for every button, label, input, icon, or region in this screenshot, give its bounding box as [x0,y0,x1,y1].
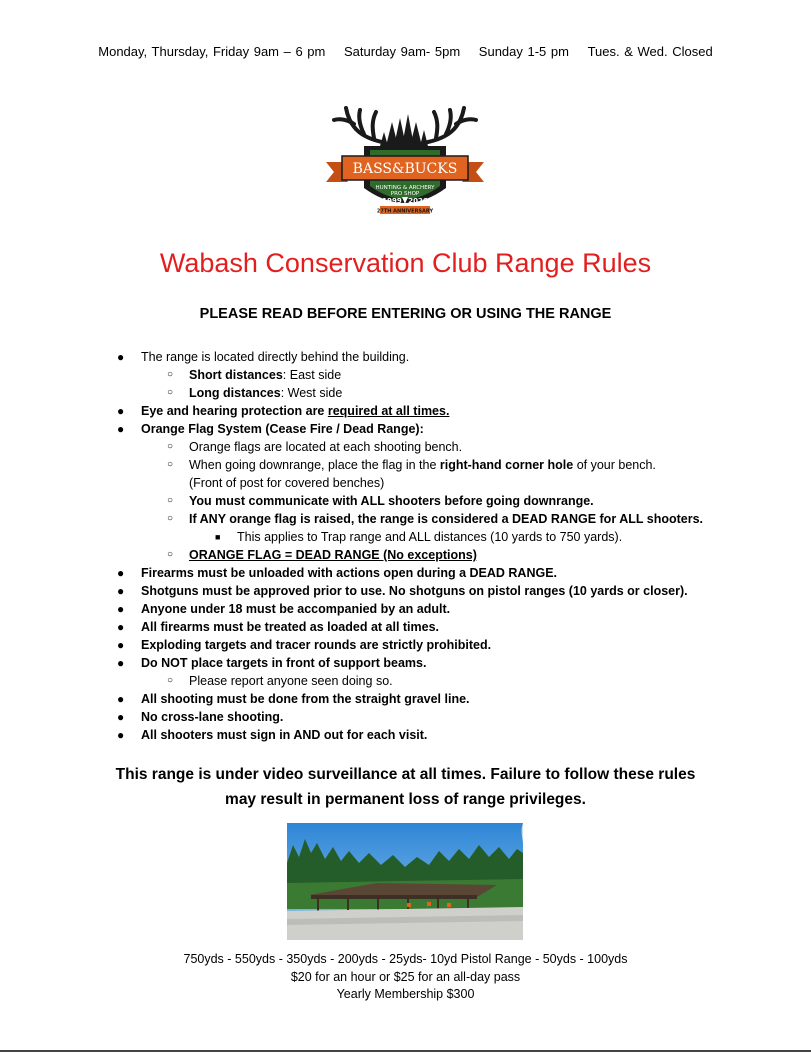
range-photo [287,823,523,940]
hours-line [0,44,811,59]
rule-location: ● The range is located directly behind the building. [117,350,410,364]
footer-distances: 750yds - 550yds - 350yds - 200yds - 25yds- 10yd Pistol Range - 50yds - 100yds [183,952,628,966]
logo-name: BASS&BUCKS [352,161,458,177]
rule-dead-range-scope: ■ This applies to Trap range and ALL distances (10 yards to 750 yards). [215,530,623,544]
rule-shotguns: ● Shotguns must be approved prior to use. No shotguns on pistol ranges (10 yards or closer). [117,584,688,598]
rule-orange-flag-equals-dead-range: ○ ORANGE FLAG = DEAD RANGE (No exceptions) [167,548,477,562]
hours-closed: Tues. & Wed. Closed [587,44,713,59]
page-subtitle: PLEASE READ BEFORE ENTERING OR USING THE RANGE [199,306,612,322]
rule-report: ○ Please report anyone seen doing so. [167,674,393,688]
rule-exploding-targets: ● Exploding targets and tracer rounds are strictly prohibited. [117,638,492,652]
rule-sign-in: ● All shooters must sign in AND out for each visit. [117,728,428,742]
hours-saturday: Saturday 9am- 5pm [344,44,461,59]
rule-support-beams: ● Do NOT place targets in front of support beams. [117,656,427,670]
bottom-divider [0,1050,811,1052]
rule-flag-placement-note: (Front of post for covered benches) [189,476,385,490]
logo-tagline1: HUNTING & ARCHERY [375,185,435,191]
rule-communicate: ○ You must communicate with ALL shooters before going downrange. [167,494,594,508]
rule-short-distances: ○ Short distances: East side [167,368,342,382]
rule-long-distances: ○ Long distances: West side [167,386,343,400]
logo-year-start: 1999 [382,197,402,205]
rule-flag-placement: ○ When going downrange, place the flag in the right-hand corner hole of your bench. [167,458,656,472]
warning-line1: This range is under video surveillance at all times. Failure to follow these rules [115,766,696,783]
logo-year-end: 2026 [408,197,428,205]
rule-gravel-line: ● All shooting must be done from the straight gravel line. [117,692,470,706]
rule-dead-range: ○ If ANY orange flag is raised, the range is considered a DEAD RANGE for ALL shooters. [167,512,704,526]
bass-and-bucks-logo [324,100,486,224]
rule-protection: ● Eye and hearing protection are required at all times. [117,404,450,418]
warning-line2: may result in permanent loss of range privileges. [225,791,586,808]
rule-cross-lane: ● No cross-lane shooting. [117,710,284,724]
logo-tagline2: PRO SHOP [390,191,420,197]
logo-anniversary: 27TH ANNIVERSARY [376,208,434,215]
footer-membership: Yearly Membership $300 [336,987,475,1001]
rule-unloaded: ● Firearms must be unloaded with actions open during a DEAD RANGE. [117,566,558,580]
rule-treat-loaded: ● All firearms must be treated as loaded at all times. [117,620,440,634]
page-title: Wabash Conservation Club Range Rules [159,248,652,278]
surveillance-warning [0,762,811,812]
footer-pricing: $20 for an hour or $25 for an all-day pass [290,969,521,984]
hours-weekday: Monday, Thursday, Friday 9am – 6 pm [98,44,326,59]
footer-info [0,951,811,1004]
rule-orange-flag-system: ● Orange Flag System (Cease Fire / Dead Range): [117,422,424,436]
rule-minors: ● Anyone under 18 must be accompanied by an adult. [117,602,451,616]
rule-flag-location: ○ Orange flags are located at each shooting bench. [167,440,463,454]
hours-sunday: Sunday 1-5 pm [478,44,569,59]
